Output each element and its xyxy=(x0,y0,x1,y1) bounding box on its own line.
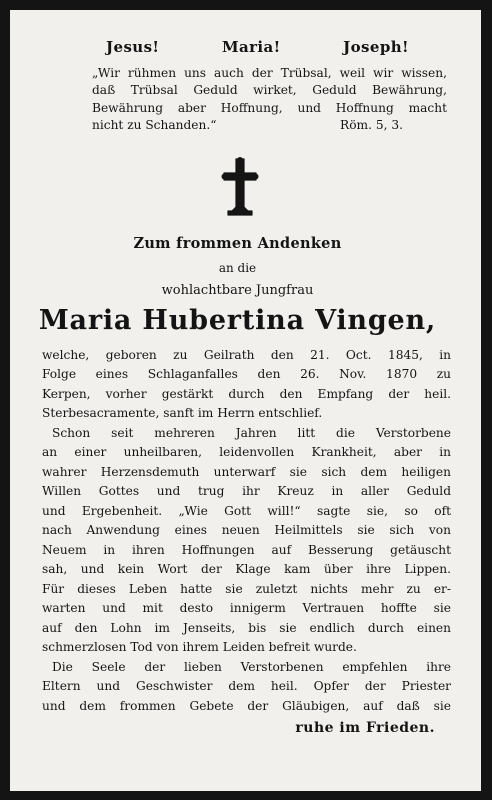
body-line: wahrer Herzensdemuth unterwarf sie sich dem heiligen xyxy=(42,464,451,479)
body-line: sah, und kein Wort der Klage kam über ihre Lippen. xyxy=(42,562,451,577)
body-line: Willen Gottes und trug ihr Kreuz in aller Geduld xyxy=(42,484,451,499)
invocation-maria: Maria! xyxy=(221,38,281,56)
body-line: Eltern und Geschwister dem heil. Opfer der Priester xyxy=(42,679,451,694)
verse-line: Bewährung aber Hoffnung, und Hoffnung macht xyxy=(92,100,447,115)
memorial-heading: Zum frommen Andenken xyxy=(133,234,342,252)
body-line: Die Seele der lieben Verstorbenen empfehlen ihre xyxy=(52,659,451,674)
body-line: Folge eines Schlaganfalles den 26. Nov. 1870 zu xyxy=(42,367,451,382)
cross-container xyxy=(26,155,453,219)
body-line: Kerpen, vorher gestärkt durch den Empfang der heil. xyxy=(42,386,451,401)
closing-phrase: ruhe im Frieden. xyxy=(295,720,435,737)
body-line: Für dieses Leben hatte sie zuletzt nichts mehr zu er- xyxy=(42,581,451,596)
body-line: schmerzlosen Tod von ihrem Leiden befreit wurde. xyxy=(42,640,357,655)
bible-verse xyxy=(44,65,453,135)
an-die-line: an die xyxy=(218,260,257,275)
verse-reference: Röm. 5, 3. xyxy=(340,118,403,133)
invocation-joseph: Joseph! xyxy=(343,38,409,56)
verse-line: „Wir rühmen uns auch der Trübsal, weil wir wissen, xyxy=(92,66,447,80)
deceased-name: Maria Hubertina Vingen, xyxy=(38,304,437,336)
verse-line: nicht zu Schanden.“ xyxy=(92,118,217,133)
body-line: an einer unheilbaren, leidenvollen Krankheit, aber in xyxy=(42,445,451,460)
verse-line: daß Trübsal Geduld wirket, Geduld Bewährung, xyxy=(92,83,447,98)
cross-icon xyxy=(221,155,259,219)
body-line: Neuem in ihren Hoffnungen auf Besserung getäuscht xyxy=(42,542,451,557)
body-line: auf den Lohn im Jenseits, bis sie endlich durch einen xyxy=(42,620,451,635)
body-line: und Ergebenheit. „Wie Gott will!“ sagte sie, so oft xyxy=(42,503,451,518)
biography-text xyxy=(42,346,451,717)
body-line: warten und mit desto innigerm Vertrauen hoffte sie xyxy=(42,601,451,616)
body-line: Schon seit mehreren Jahren litt die Verstorbene xyxy=(52,425,451,440)
card-paper xyxy=(10,10,481,791)
title-line: wohlachtbare Jungfrau xyxy=(161,282,314,298)
body-line: Sterbesacramente, sanft im Herrn entschlief. xyxy=(42,406,323,421)
body-line: nach Anwendung eines neuen Heilmittels sie sich von xyxy=(42,523,451,538)
body-line: welche, geboren zu Geilrath den 21. Oct. 1845, in xyxy=(42,347,451,362)
body-line: und dem frommen Gebete der Gläubigen, auf daß sie xyxy=(42,698,451,713)
invocations xyxy=(44,38,453,56)
invocation-jesus: Jesus! xyxy=(106,38,160,56)
verse-last-line xyxy=(44,117,453,134)
